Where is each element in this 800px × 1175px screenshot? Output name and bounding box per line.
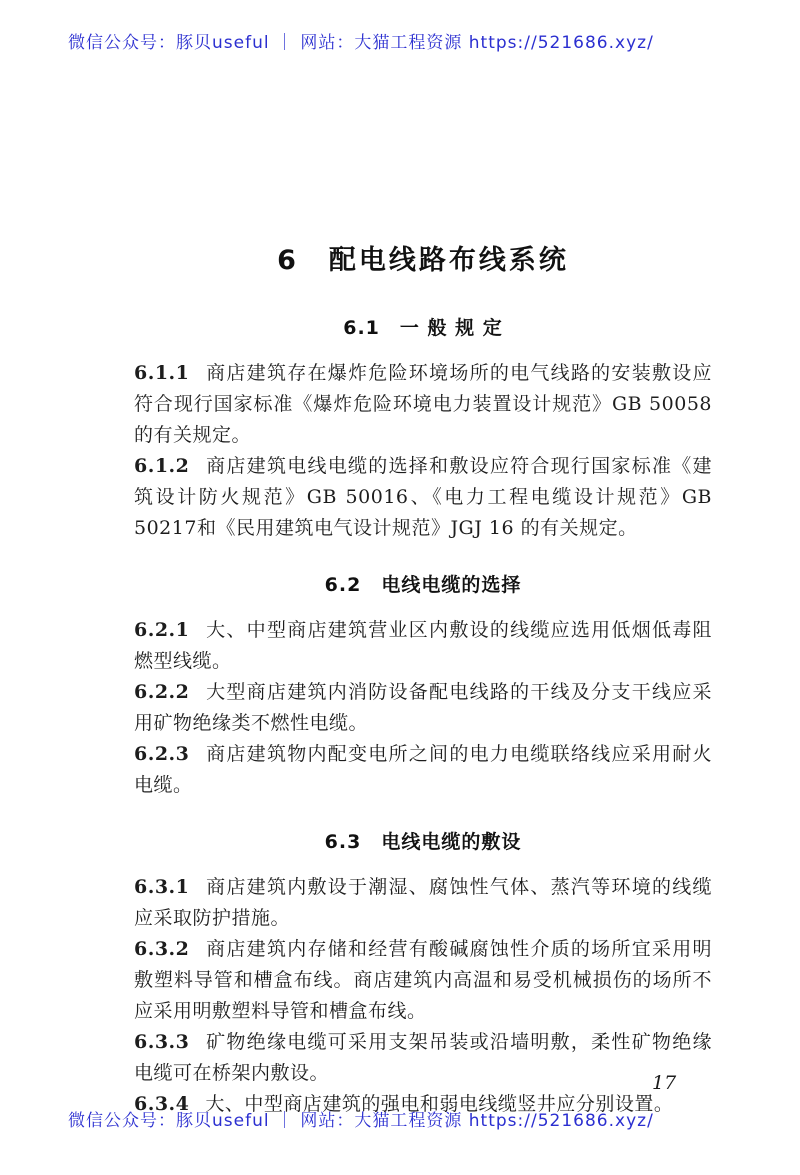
clause-text: 大、中型商店建筑营业区内敷设的线缆应选用低烟低毒阻燃型线缆。: [134, 619, 712, 672]
clause-6-2-3: [134, 739, 712, 801]
section-heading-6-2: 6.2 电线电缆的选择: [324, 574, 522, 596]
clause-6-3-3: [134, 1027, 712, 1089]
clause-text: 大型商店建筑内消防设备配电线路的干线及分支干线应采用矿物绝缘类不燃性电缆。: [134, 681, 712, 734]
clause-6-2-2: [134, 677, 712, 739]
clause-number: 6.1.1: [134, 362, 190, 384]
clause-text: 商店建筑内存储和经营有酸碱腐蚀性介质的场所宜采用明敷塑料导管和槽盒布线。商店建筑内高温和易受机械损伤的场所不应采用明敷塑料导管和槽盒布线。: [134, 938, 712, 1022]
clause-number: 6.1.2: [134, 455, 190, 477]
clause-6-1-1: [134, 358, 712, 451]
chapter-title: 6 配电线路布线系统: [277, 245, 569, 276]
clause-number: 6.3.1: [134, 876, 190, 898]
clause-number: 6.2.3: [134, 743, 190, 765]
clause-text: 大、中型商店建筑的强电和弱电线缆竖井应分别设置。: [205, 1093, 674, 1115]
clause-number: 6.3.3: [134, 1031, 190, 1053]
clause-6-1-2: [134, 451, 712, 544]
clause-6-3-1: [134, 872, 712, 934]
clause-6-3-2: [134, 934, 712, 1027]
clause-number: 6.2.1: [134, 619, 190, 641]
clause-text: 商店建筑内敷设于潮湿、腐蚀性气体、蒸汽等环境的线缆应采取防护措施。: [134, 876, 712, 929]
page-content: [134, 238, 712, 1120]
clause-number: 6.2.2: [134, 681, 190, 703]
section-heading-6-3: 6.3 电线电缆的敷设: [324, 831, 522, 853]
watermark-top: 微信公众号：豚贝useful ｜ 网站：大猫工程资源 https://521686.xyz/: [68, 33, 654, 53]
section-heading-6-1: 6.1 一 般 规 定: [343, 317, 503, 339]
page-number: 17: [652, 1072, 677, 1094]
clause-number: 6.3.2: [134, 938, 190, 960]
clause-number: 6.3.4: [134, 1093, 190, 1115]
clause-text: 商店建筑存在爆炸危险环境场所的电气线路的安装敷设应符合现行国家标准《爆炸危险环境电力装置设计规范》GB 50058的有关规定。: [134, 362, 712, 446]
watermark-bottom: 微信公众号：豚贝useful ｜ 网站：大猫工程资源 https://521686.xyz/: [68, 1111, 654, 1131]
clause-text: 商店建筑电线电缆的选择和敷设应符合现行国家标准《建筑设计防火规范》GB 50016、《电力工程电缆设计规范》GB 50217和《民用建筑电气设计规范》JGJ 16 的有关规定。: [134, 455, 712, 539]
clause-text: 商店建筑物内配变电所之间的电力电缆联络线应采用耐火电缆。: [134, 743, 712, 796]
clause-text: 矿物绝缘电缆可采用支架吊装或沿墙明敷，柔性矿物绝缘电缆可在桥架内敷设。: [134, 1031, 712, 1084]
clause-6-2-1: [134, 615, 712, 677]
